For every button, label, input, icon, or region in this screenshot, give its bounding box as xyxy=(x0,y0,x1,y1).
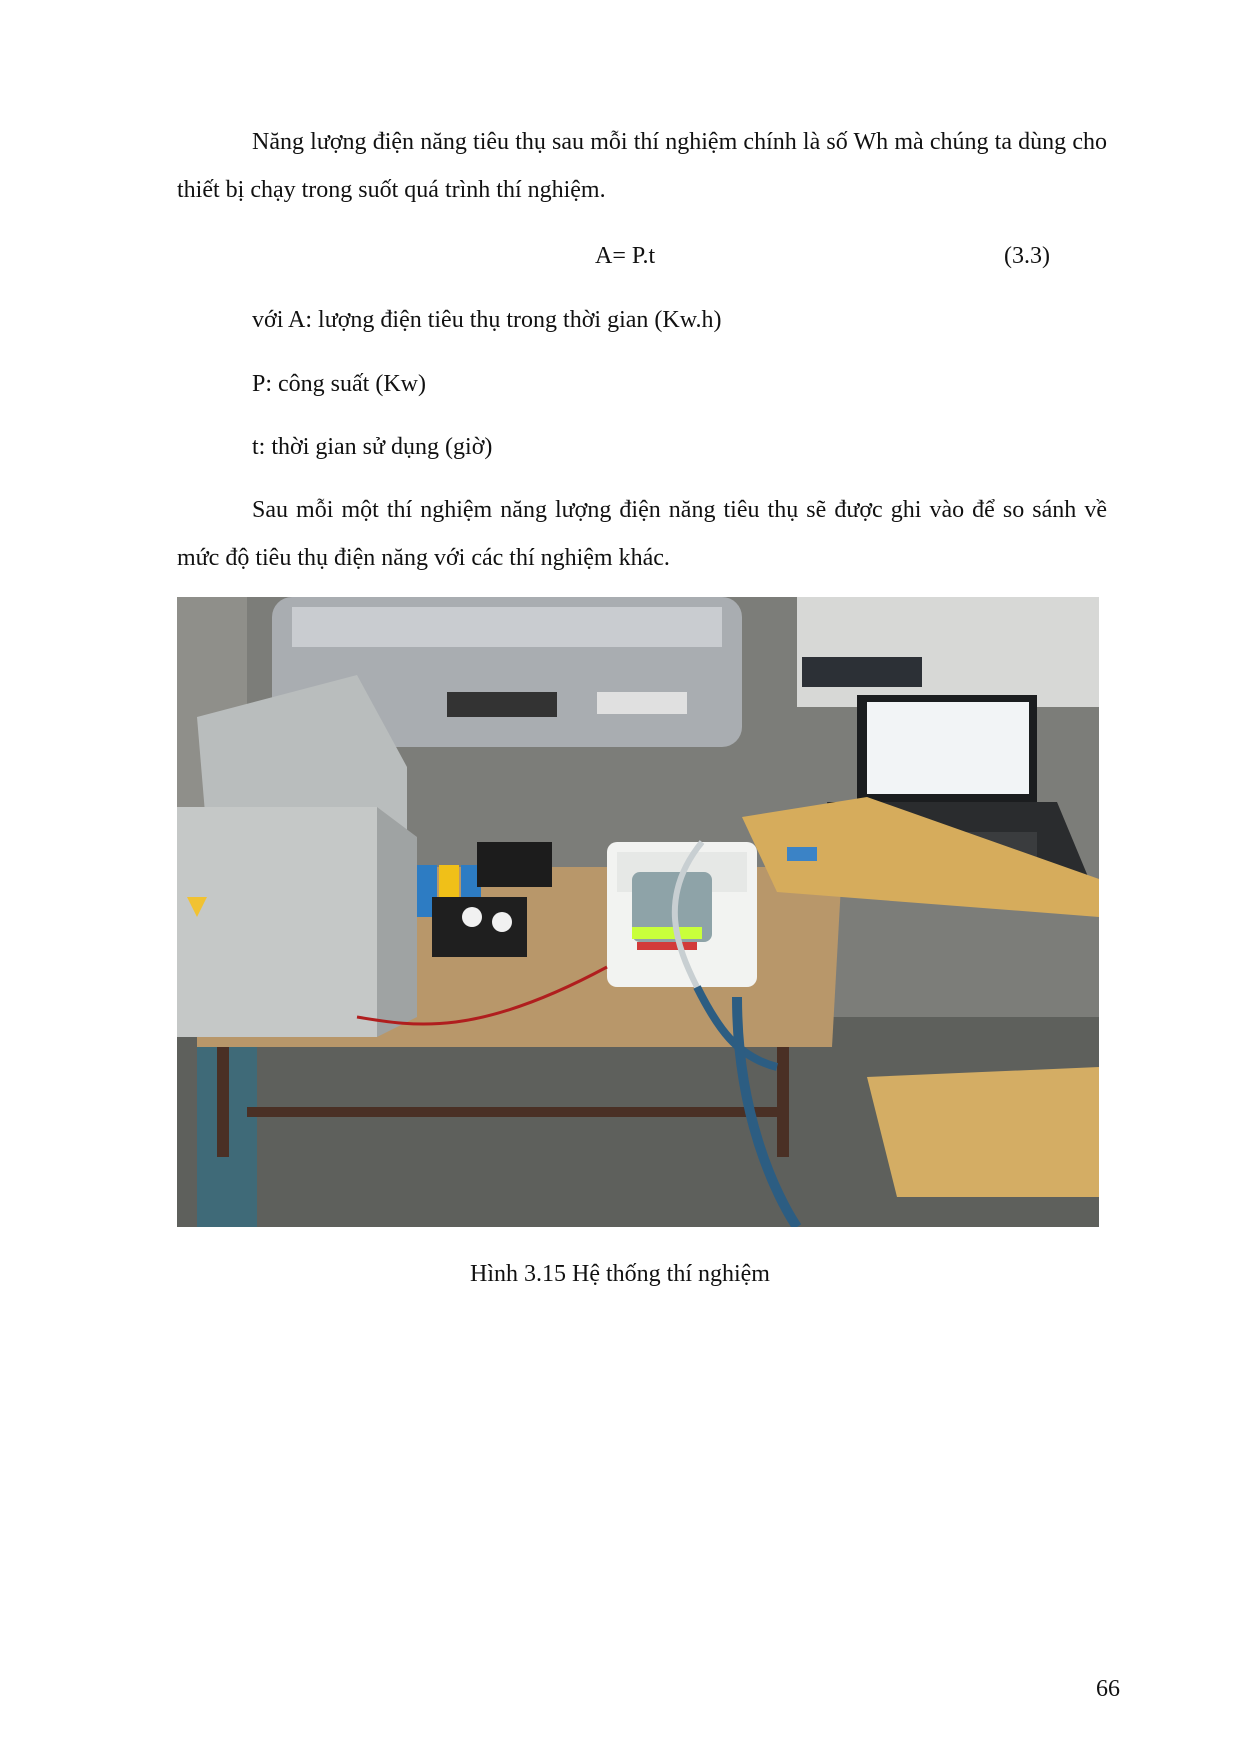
experiment-system-photo xyxy=(177,597,1099,1227)
formula: A= P.t xyxy=(595,243,656,269)
paragraph-comparison: Sau mỗi một thí nghiệm năng lượng điện năng tiêu thụ sẽ được ghi vào để so sánh về mức độ tiêu thụ điện năng với các thí nghiệm khác. xyxy=(177,497,1107,571)
page-number: 66 xyxy=(1096,1676,1120,1702)
figure-caption: Hình 3.15 Hệ thống thí nghiệm xyxy=(470,1261,770,1287)
paragraph-energy-consumption: Năng lượng điện năng tiêu thụ sau mỗi thí nghiệm chính là số Wh mà chúng ta dùng cho thiết bị chạy trong suốt quá trình thí nghiệm. xyxy=(177,129,1107,203)
definition-p: P: công suất (Kw) xyxy=(252,371,426,397)
definition-a: với A: lượng điện tiêu thụ trong thời gian (Kw.h) xyxy=(252,307,722,333)
definition-t: t: thời gian sử dụng (giờ) xyxy=(252,434,493,460)
equation-number: (3.3) xyxy=(1004,243,1050,269)
